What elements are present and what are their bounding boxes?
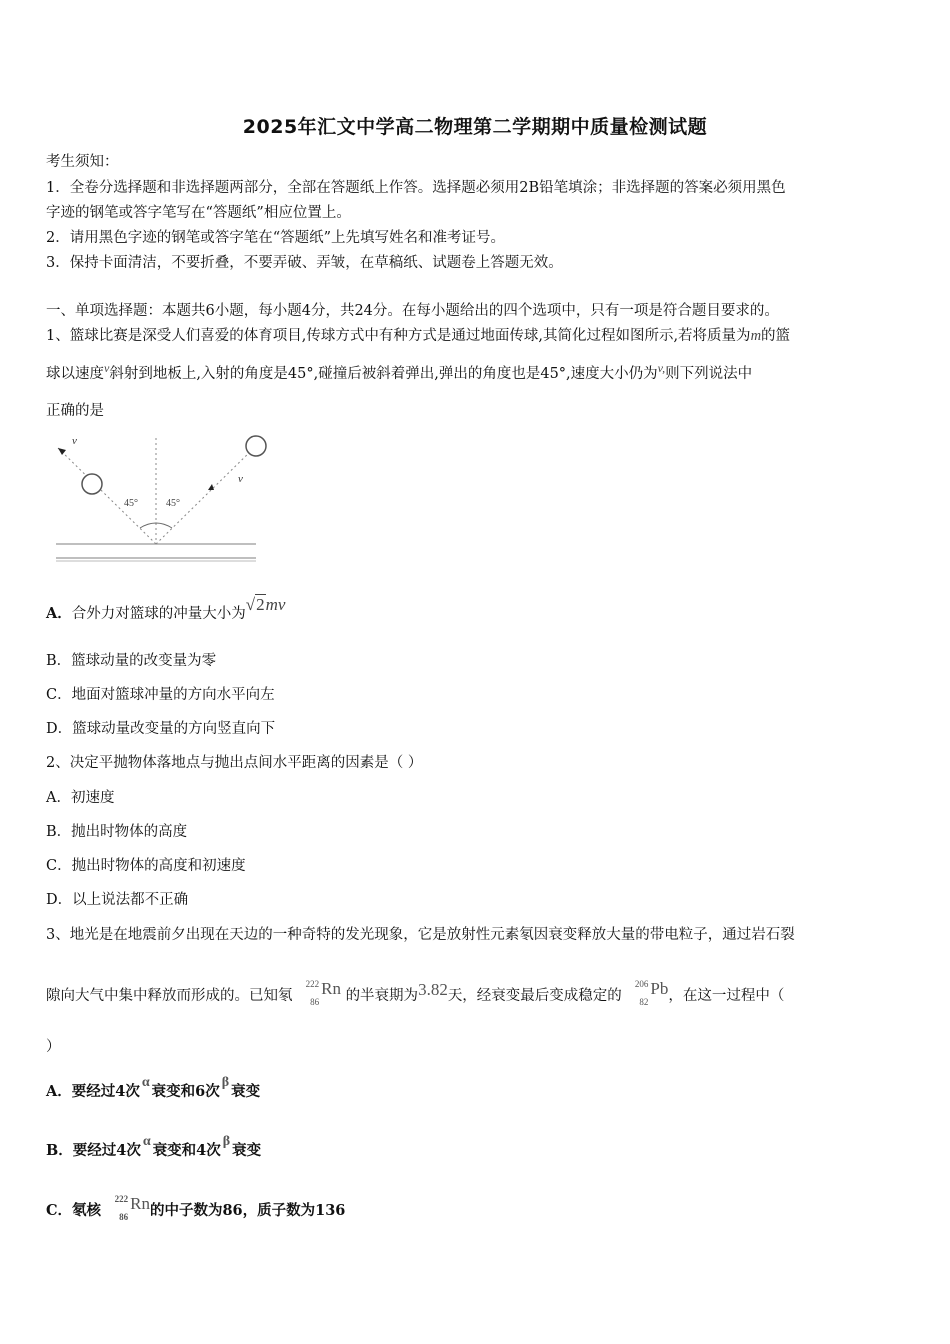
basketball-left <box>82 474 102 494</box>
q1-option-b[interactable]: B．篮球动量的改变量为零 <box>46 653 217 669</box>
notice-heading: 考生须知： <box>46 154 119 170</box>
option-text: C．氡核 <box>46 1202 102 1219</box>
radon-symbol: Rn <box>130 1194 150 1213</box>
option-text: 的中子数为86，质子数为136 <box>149 1202 346 1219</box>
option-label: A． <box>46 605 72 622</box>
lead-symbol: Pb <box>650 979 669 998</box>
notice-item-1-cont: 字迹的钢笔或答字笔写在“答题纸”相应位置上。 <box>46 205 351 221</box>
option-text: A．要经过4次 <box>46 1083 140 1100</box>
incoming-path <box>58 448 156 544</box>
option-text: 合外力对篮球的冲量大小为 <box>71 606 246 622</box>
radon-isotope <box>297 979 321 1007</box>
option-text: 衰变和4次 <box>152 1142 221 1159</box>
q2-option-b[interactable]: B．抛出时物体的高度 <box>46 824 188 840</box>
q3-stem-line1: 3、地光是在地震前夕出现在天边的一种奇特的发光现象，它是放射性元素氡因衰变释放大量的带电粒子，通过岩石裂 <box>46 927 795 943</box>
q3-stem-line3: ） <box>46 1039 61 1055</box>
half-life-value: 3.82 <box>418 980 448 999</box>
sqrt-expression: √2mv <box>245 595 286 614</box>
mass-number: 206 <box>634 979 649 989</box>
q1-text: 的篮 <box>761 328 791 344</box>
mass-number: 222 <box>114 1194 129 1204</box>
option-text: B．要经过4次 <box>46 1142 141 1159</box>
option-text: 衰变 <box>231 1083 261 1100</box>
q1-option-d[interactable]: D．篮球动量改变量的方向竖直向下 <box>46 721 276 737</box>
q1-option-c[interactable]: C．地面对篮球冲量的方向水平向左 <box>46 687 275 703</box>
q3-option-a[interactable] <box>46 1075 261 1103</box>
q3-text: ，在这一过程中（ <box>668 988 785 1004</box>
notice-item-1: 1．全卷分选择题和非选择题两部分，全部在答题纸上作答。选择题必须用2B铅笔填涂；非选择题的答案必须用黑色 <box>46 180 786 196</box>
beta-symbol: β <box>221 1075 230 1090</box>
velocity-symbol: v, <box>657 361 666 375</box>
radon-isotope <box>106 1194 130 1222</box>
q1-option-a[interactable] <box>46 595 286 624</box>
section-heading: 一、单项选择题：本题共6小题，每小题4分，共24分。在每小题给出的四个选项中，只有一项是符合题目要求的。 <box>46 303 779 319</box>
angle-label-left: 45° <box>124 498 138 509</box>
q1-text: 球以速度 <box>46 366 104 382</box>
momentum-term: mv <box>265 595 286 614</box>
notice-item-3: 3．保持卡面清洁，不要折叠，不要弄破、弄皱，在草稿纸、试题卷上答题无效。 <box>46 255 563 271</box>
q3-text: 的半衰期为 <box>345 988 419 1004</box>
basketball-bounce-figure <box>44 430 274 566</box>
q3-text: 隙向大气中集中释放而形成的。已知氡 <box>46 988 293 1004</box>
alpha-symbol: α <box>141 1075 150 1090</box>
atomic-number: 86 <box>310 997 320 1007</box>
q1-stem-line1 <box>46 326 790 346</box>
mass-symbol: m <box>750 328 762 344</box>
outgoing-arrow <box>208 484 214 490</box>
q3-option-c[interactable] <box>46 1194 346 1222</box>
outgoing-path <box>156 446 256 544</box>
q2-option-a[interactable]: A．初速度 <box>46 790 115 806</box>
velocity-label-left: v <box>72 435 77 447</box>
sqrt-radicand: 2 <box>256 595 265 614</box>
lead-isotope <box>626 979 650 1007</box>
q3-option-b[interactable] <box>46 1134 262 1162</box>
angle-label-right: 45° <box>166 498 180 509</box>
page-title: 2025年汇文中学高二物理第二学期期中质量检测试题 <box>242 116 708 138</box>
radon-symbol: Rn <box>321 979 341 998</box>
atomic-number: 82 <box>639 997 649 1007</box>
mass-number: 222 <box>305 979 320 989</box>
notice-item-2: 2．请用黑色字迹的钢笔或答字笔在“答题纸”上先填写姓名和准考证号。 <box>46 230 506 246</box>
velocity-label-right: v <box>238 473 243 485</box>
q2-stem: 2、决定平抛物体落地点与抛出点间水平距离的因素是（ ） <box>46 755 423 771</box>
q1-text: 1、篮球比赛是深受人们喜爱的体育项目,传球方式中有种方式是通过地面传球,其简化过程如图所示,若将质量为 <box>46 328 751 344</box>
q3-text: 天，经衰变最后变成稳定的 <box>447 988 622 1004</box>
q2-option-d[interactable]: D．以上说法都不正确 <box>46 892 189 908</box>
incoming-arrow <box>58 448 66 455</box>
q1-text: 则下列说法中 <box>665 366 753 382</box>
q1-stem-line2 <box>46 361 753 384</box>
option-text: 衰变和6次 <box>151 1083 220 1100</box>
q1-stem-line3: 正确的是 <box>46 403 104 419</box>
beta-symbol: β <box>222 1134 231 1149</box>
basketball-right <box>246 436 266 456</box>
q2-option-c[interactable]: C．抛出时物体的高度和初速度 <box>46 858 246 874</box>
q1-text: 斜射到地板上,入射的角度是45°,碰撞后被斜着弹出,弹出的角度也是45°,速度大小仍为 <box>109 366 658 382</box>
atomic-number: 86 <box>119 1212 129 1222</box>
alpha-symbol: α <box>142 1134 151 1149</box>
q3-stem-line2 <box>46 979 785 1007</box>
velocity-symbol: v <box>104 361 110 375</box>
option-text: 衰变 <box>232 1142 262 1159</box>
